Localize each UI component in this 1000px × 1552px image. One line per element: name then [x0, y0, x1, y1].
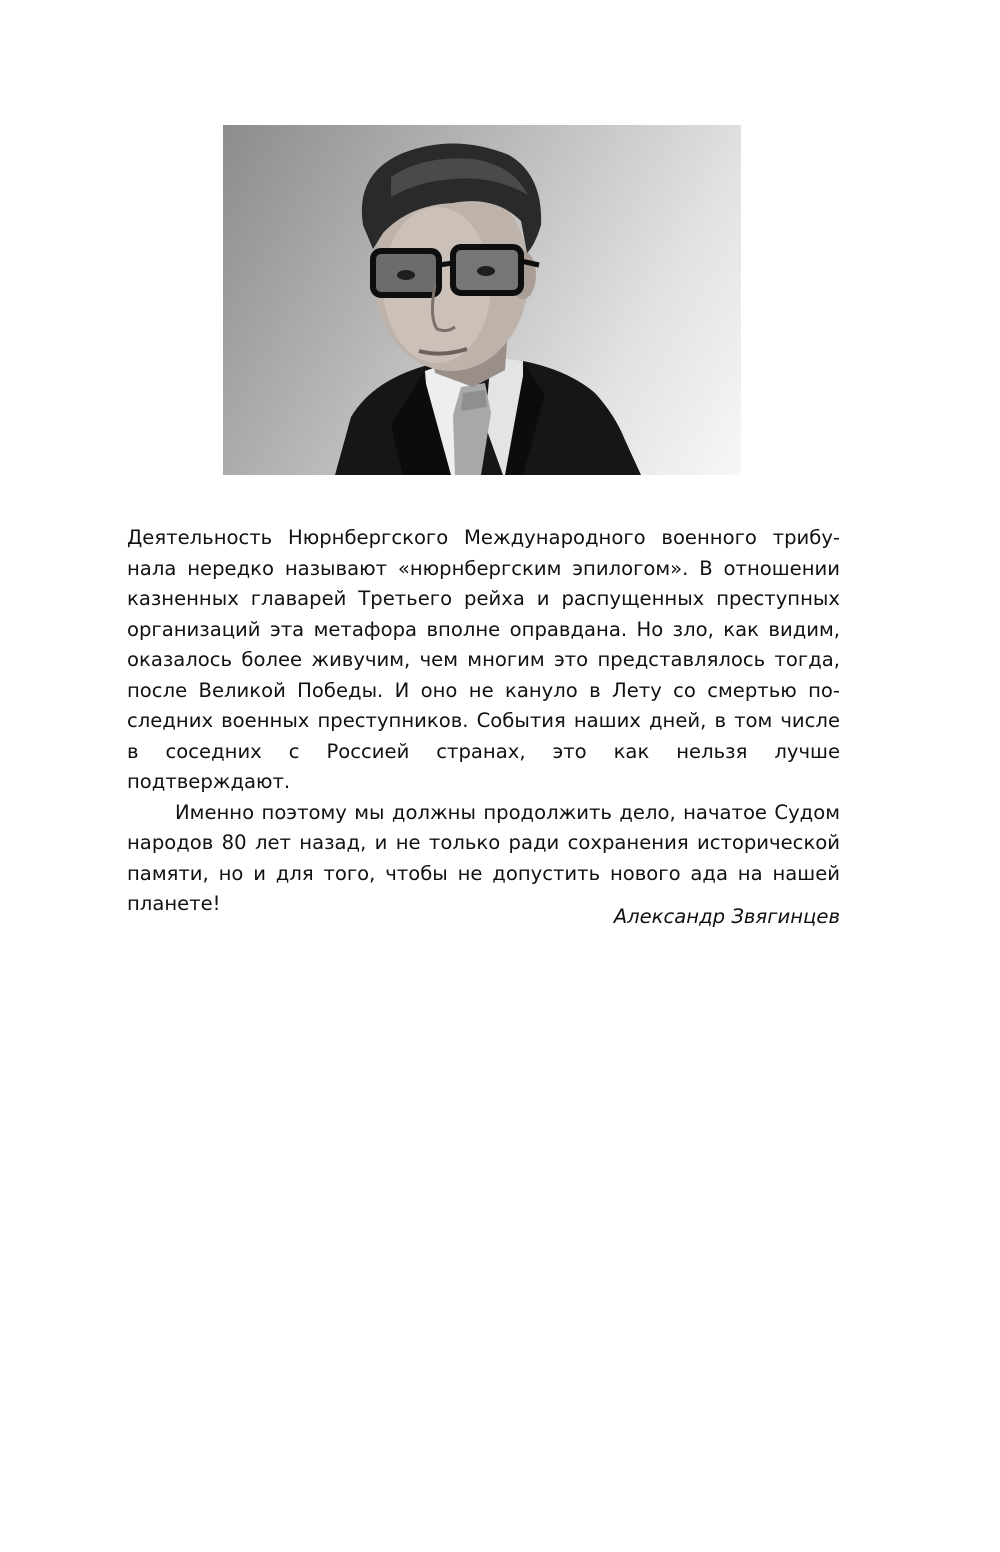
author-signature: Александр Звягинцев — [613, 905, 840, 928]
author-portrait — [223, 125, 741, 475]
paragraph: Деятельность Нюрнбергского Международного военного трибунала нередко называют «нюрнбергским эпилогом». В отношении казненных главарей Третьего рейха и распущенных преступных организаций эта метафора вполне оправдана. Но зло, как видим, оказалось более живучим, чем многим это представлялось тогда, после Великой Победы. И оно не кануло в Лету со смертью последних военных преступников. События наших дней, в том числе в соседних с Россией странах, это как нельзя лучше подтверждают. — [127, 526, 840, 793]
paragraph: Именно поэтому мы должны продолжить дело, начатое Судом народов 80 лет назад, и не только ради сохранения исторической памяти, но и для того, чтобы не допустить нового ада на нашей планете! — [127, 800, 840, 915]
body-text — [127, 523, 840, 920]
